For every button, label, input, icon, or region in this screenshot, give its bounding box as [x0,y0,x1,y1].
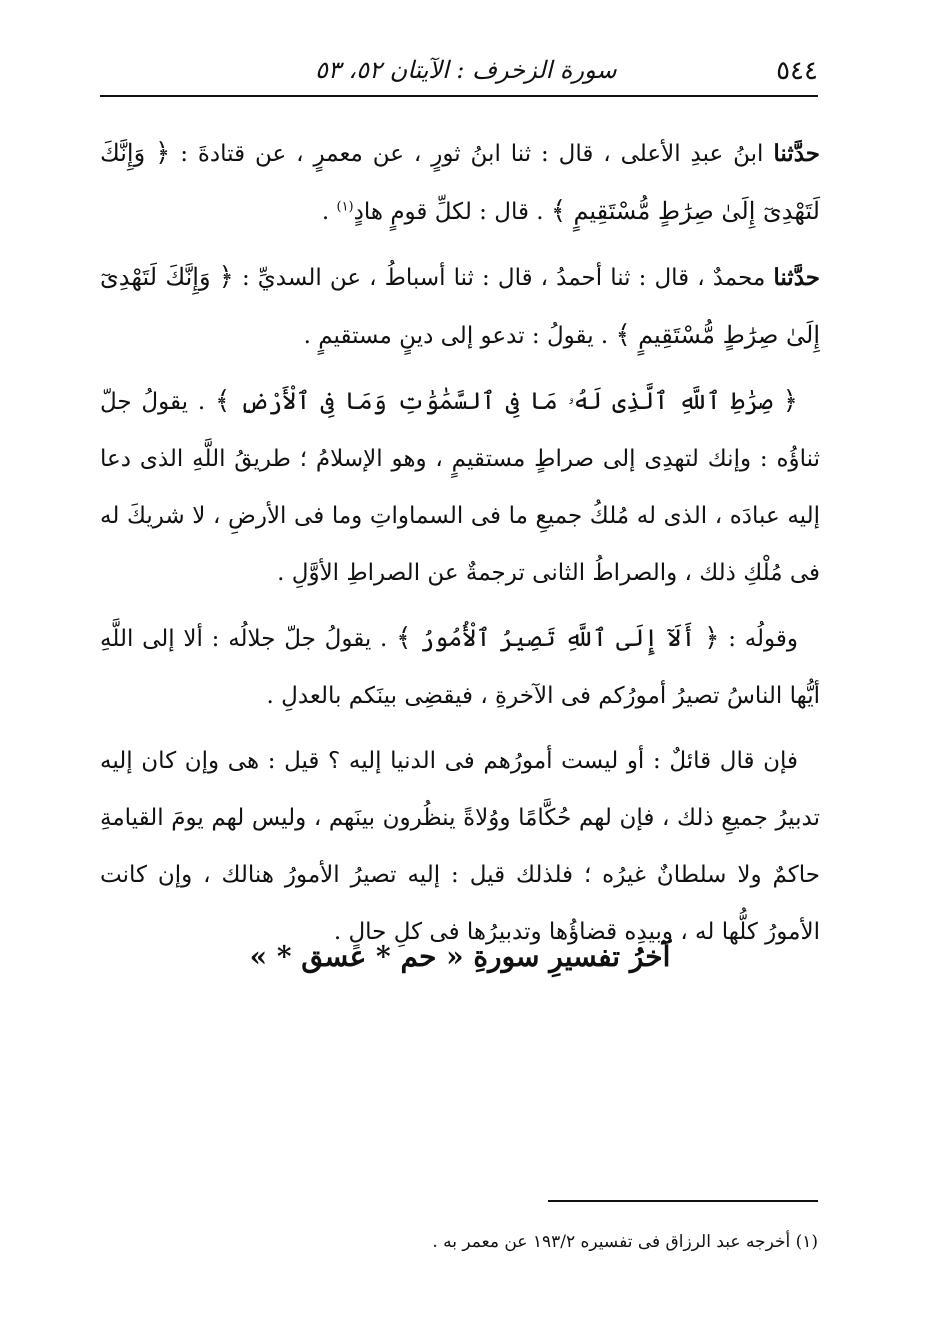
quran-close-bracket: ﴾ [396,623,412,653]
paragraph-text: . يقولُ جلّ جلالُه : ألا إلى اللَّهِ أيُّها الناسُ تصيرُ أمورُكم فى الآخرةِ ، فيقضِى بينَكم بالعدلِ . [100,626,820,709]
main-text [100,125,820,969]
isnad-lead: حدَّثنا [773,264,820,291]
isnad-lead: حدَّثنا [773,140,820,167]
paragraph-4 [100,610,820,725]
paragraph-3 [100,373,820,602]
quran-close-bracket: ﴾ [550,196,567,226]
quran-open-bracket: ﴿ [155,138,171,168]
running-title: سورة الزخرف : الآيتان ٥٢، ٥٣ [315,56,617,84]
paragraph-text: ابنُ عبدِ الأعلى ، قال : ثنا ابنُ ثورٍ ، عن معمرٍ ، عن قتادةَ : [170,141,774,167]
paragraph-5 [100,733,820,961]
paragraph-text: فإن قال قائلٌ : أو ليست أمورُهم فى الدنيا إليه ؟ قيل : هى وإن كان إليه تدبيرُ جميعِ ذلك ، فإن لهم حُكَّامًا ووُلاةً ينظُرون بينَهم ، وليس لهم يومَ القيامةِ حاكمٌ ولا سلطانٌ غيرُه ؛ فلذلك قيل : إليه تصيرُ الأمورُ هنالك ، وإن كانت الأمورُ كلُّها له ، وبيدِه قضاؤُها وتدبيرُها فى كلِ حالٍ . [100,748,820,945]
paragraph-2 [100,249,820,365]
page-header [100,50,818,92]
quran-quote: وَإِنَّكَ لَتَهْدِىٓ إِلَىٰ صِرَٰطٍ مُّسْتَقِيمٍ [100,263,820,349]
quran-quote: وَإِنَّكَ لَتَهْدِىٓ إِلَىٰ صِرَٰطٍ مُّسْتَقِيمٍ [100,139,820,225]
surah-end-heading: آخرُ تفسيرِ سورةِ « حم * عسق * » [249,940,671,973]
paragraph-text: . يقولُ : تدعو إلى دينٍ مستقيمٍ . [303,323,616,349]
paragraph-1 [100,125,820,241]
footnote: (١) أخرجه عبد الرزاق فى تفسيره ١٩٣/٢ عن معمر به . [432,1232,818,1252]
paragraph-text: . يقولُ جلّ ثناؤُه : وإنك لتهدِى إلى صراطٍ مستقيمٍ ، وهو الإسلامُ ؛ طريقُ اللَّهِ الذى دعا إليه عبادَه ، الذى له مُلكُ جميعِ ما فى السماواتِ وما فى الأرضِ ، لا شريكَ له فى مُلْكِ ذلك ، والصراطُ الثانى ترجمةٌ عن الصراطِ الأوَّلِ . [100,389,820,586]
quran-close-bracket: ﴾ [615,320,631,350]
quran-quote: أَلَآ إِلَى ٱللَّهِ تَصِيرُ ٱلْأُمُورُ [420,624,696,652]
page-number: ٥٤٤ [776,56,818,86]
quran-open-bracket: ﴿ [704,623,720,653]
paragraph-text: وقولُه : [719,626,799,652]
quran-close-bracket: ﴾ [214,386,231,416]
quran-quote: صِرَٰطِ ٱللَّهِ ٱلَّذِى لَهُۥ مَا فِى ٱلسَّمَٰوَٰتِ وَمَا فِى ٱلْأَرْضِ [240,387,773,415]
quran-open-bracket: ﴿ [782,386,798,416]
paragraph-text: . قال : لكلِّ قومٍ هادٍ [353,199,551,225]
quran-open-bracket: ﴿ [218,262,234,292]
header-divider [100,95,818,97]
footnote-divider [548,1200,818,1202]
paragraph-text: . [321,199,337,225]
footnote-ref[interactable]: (١) [336,199,354,215]
paragraph-text: محمدٌ ، قال : ثنا أحمدُ ، قال : ثنا أسباطُ ، عن السديِّ : [233,265,774,291]
